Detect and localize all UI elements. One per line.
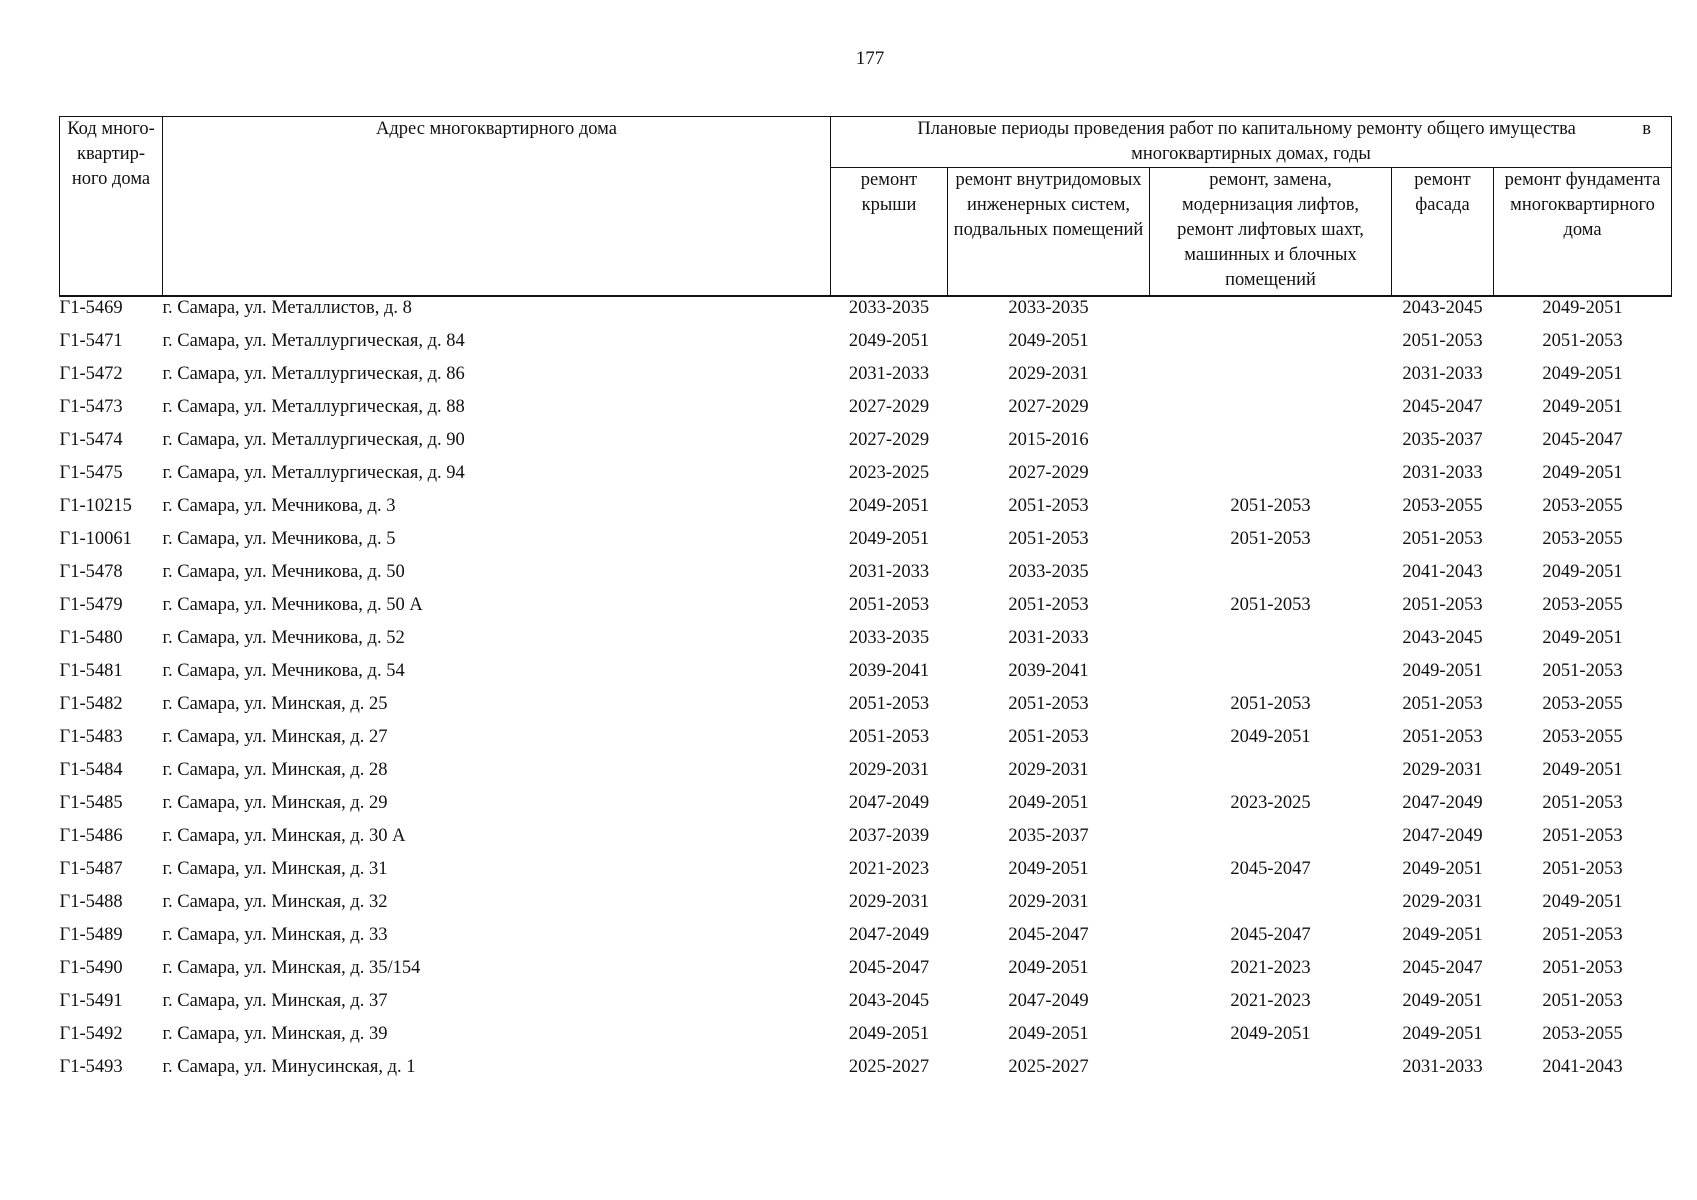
header-facade: ремонт фасада xyxy=(1392,168,1494,297)
cell-lifts xyxy=(1150,330,1392,363)
cell-code: Г1-5479 xyxy=(59,595,123,615)
cell-facade: 2051-2053 xyxy=(1402,727,1483,747)
cell-address: г. Самара, ул. Минская, д. 32 xyxy=(162,892,388,912)
table-row xyxy=(60,957,1672,990)
cell-systems: 2049-2051 xyxy=(1008,1024,1089,1044)
table-row xyxy=(60,594,1672,627)
cell-foundation: 2053-2055 xyxy=(1542,727,1623,747)
table-row xyxy=(60,759,1672,792)
cell-code: Г1-5472 xyxy=(59,364,123,384)
cell-lifts: 2051-2053 xyxy=(1230,595,1311,615)
cell-foundation: 2051-2053 xyxy=(1542,991,1623,1011)
cell-systems: 2049-2051 xyxy=(1008,793,1089,813)
cell-address: г. Самара, ул. Минская, д. 39 xyxy=(162,1024,388,1044)
cell-foundation: 2051-2053 xyxy=(1542,661,1623,681)
cell-foundation: 2049-2051 xyxy=(1542,562,1623,582)
cell-foundation: 2049-2051 xyxy=(1542,364,1623,384)
cell-roof: 2023-2025 xyxy=(848,463,930,483)
cell-address: г. Самара, ул. Металлургическая, д. 90 xyxy=(162,430,465,450)
cell-lifts xyxy=(1150,396,1392,429)
table-row xyxy=(60,363,1672,396)
cell-facade: 2031-2033 xyxy=(1402,1057,1483,1077)
cell-address: г. Самара, ул. Минская, д. 27 xyxy=(162,727,388,747)
cell-address: г. Самара, ул. Мечникова, д. 3 xyxy=(162,496,396,516)
cell-lifts: 2051-2053 xyxy=(1230,694,1311,714)
cell-roof: 2039-2041 xyxy=(848,661,930,681)
cell-roof: 2029-2031 xyxy=(848,760,930,780)
cell-code: Г1-5469 xyxy=(59,298,123,318)
table-row xyxy=(60,462,1672,495)
cell-lifts: 2045-2047 xyxy=(1230,859,1311,879)
table-row xyxy=(60,792,1672,825)
cell-facade: 2047-2049 xyxy=(1402,826,1483,846)
header-planned-periods xyxy=(831,117,1672,168)
cell-facade: 2049-2051 xyxy=(1402,859,1483,879)
header-planned-periods-line2: многоквартирных домах, годы xyxy=(1131,144,1371,164)
cell-foundation: 2051-2053 xyxy=(1542,925,1623,945)
cell-facade: 2049-2051 xyxy=(1402,661,1483,681)
cell-code: Г1-5481 xyxy=(59,661,123,681)
cell-foundation: 2053-2055 xyxy=(1542,529,1623,549)
cell-systems: 2033-2035 xyxy=(1008,298,1089,318)
cell-address: г. Самара, ул. Мечникова, д. 52 xyxy=(162,628,405,648)
cell-roof: 2031-2033 xyxy=(848,562,930,582)
cell-roof: 2021-2023 xyxy=(848,859,930,879)
cell-code: Г1-5486 xyxy=(59,826,123,846)
cell-foundation: 2051-2053 xyxy=(1542,958,1623,978)
cell-address: г. Самара, ул. Минская, д. 30 А xyxy=(162,826,406,846)
cell-systems: 2029-2031 xyxy=(1008,892,1089,912)
cell-address: г. Самара, ул. Минская, д. 33 xyxy=(162,925,388,945)
cell-facade: 2035-2037 xyxy=(1402,430,1483,450)
cell-address: г. Самара, ул. Металлургическая, д. 86 xyxy=(162,364,465,384)
header-planned-periods-tail: в xyxy=(1642,119,1652,139)
cell-lifts: 2051-2053 xyxy=(1230,529,1311,549)
cell-lifts xyxy=(1150,296,1392,330)
table-row xyxy=(60,858,1672,891)
cell-facade: 2053-2055 xyxy=(1402,496,1483,516)
cell-foundation: 2053-2055 xyxy=(1542,595,1623,615)
cell-lifts xyxy=(1150,462,1392,495)
cell-code: Г1-5474 xyxy=(59,430,123,450)
cell-facade: 2049-2051 xyxy=(1402,1024,1483,1044)
cell-code: Г1-5491 xyxy=(59,991,123,1011)
cell-address: г. Самара, ул. Металлургическая, д. 94 xyxy=(162,463,465,483)
table-row xyxy=(60,990,1672,1023)
cell-systems: 2051-2053 xyxy=(1008,727,1089,747)
cell-code: Г1-5488 xyxy=(59,892,123,912)
cell-code: Г1-5478 xyxy=(59,562,123,582)
cell-facade: 2051-2053 xyxy=(1402,529,1483,549)
cell-code: Г1-5483 xyxy=(59,727,123,747)
cell-facade: 2043-2045 xyxy=(1402,298,1483,318)
cell-facade: 2031-2033 xyxy=(1402,364,1483,384)
cell-address: г. Самара, ул. Минская, д. 25 xyxy=(162,694,388,714)
cell-code: Г1-5484 xyxy=(59,760,123,780)
cell-roof: 2049-2051 xyxy=(848,331,930,351)
cell-facade: 2047-2049 xyxy=(1402,793,1483,813)
cell-address: г. Самара, ул. Мечникова, д. 5 xyxy=(162,529,396,549)
cell-systems: 2047-2049 xyxy=(1008,991,1089,1011)
cell-address: г. Самара, ул. Минская, д. 28 xyxy=(162,760,388,780)
cell-facade: 2045-2047 xyxy=(1402,958,1483,978)
cell-code: Г1-5489 xyxy=(59,925,123,945)
cell-foundation: 2053-2055 xyxy=(1542,496,1623,516)
cell-systems: 2051-2053 xyxy=(1008,529,1089,549)
cell-systems: 2051-2053 xyxy=(1008,694,1089,714)
table-row xyxy=(60,396,1672,429)
cell-address: г. Самара, ул. Минская, д. 37 xyxy=(162,991,388,1011)
table-row xyxy=(60,429,1672,462)
cell-roof: 2033-2035 xyxy=(848,628,930,648)
cell-foundation: 2051-2053 xyxy=(1542,331,1623,351)
cell-foundation: 2049-2051 xyxy=(1542,892,1623,912)
cell-foundation: 2051-2053 xyxy=(1542,859,1623,879)
cell-facade: 2051-2053 xyxy=(1402,595,1483,615)
cell-roof: 2047-2049 xyxy=(848,925,930,945)
table-row xyxy=(60,825,1672,858)
cell-code: Г1-5475 xyxy=(59,463,123,483)
cell-address: г. Самара, ул. Минская, д. 35/154 xyxy=(162,958,421,978)
cell-facade: 2049-2051 xyxy=(1402,925,1483,945)
cell-systems: 2033-2035 xyxy=(1008,562,1089,582)
cell-lifts xyxy=(1150,363,1392,396)
page-number: 177 xyxy=(855,48,885,69)
cell-systems: 2051-2053 xyxy=(1008,595,1089,615)
cell-roof: 2047-2049 xyxy=(848,793,930,813)
cell-facade: 2029-2031 xyxy=(1402,892,1483,912)
cell-facade: 2045-2047 xyxy=(1402,397,1483,417)
cell-roof: 2049-2051 xyxy=(848,1024,930,1044)
cell-address: г. Самара, ул. Мечникова, д. 50 А xyxy=(162,595,423,615)
cell-roof: 2043-2045 xyxy=(848,991,930,1011)
cell-roof: 2051-2053 xyxy=(848,595,930,615)
cell-lifts: 2049-2051 xyxy=(1230,727,1311,747)
header-planned-periods-line1: Плановые периоды проведения работ по капитальному ремонту общего имущества xyxy=(917,119,1576,139)
cell-roof: 2045-2047 xyxy=(848,958,930,978)
cell-roof: 2051-2053 xyxy=(848,694,930,714)
cell-lifts: 2051-2053 xyxy=(1230,496,1311,516)
cell-code: Г1-10061 xyxy=(59,529,132,549)
cell-code: Г1-5485 xyxy=(59,793,123,813)
cell-systems: 2039-2041 xyxy=(1008,661,1089,681)
cell-foundation: 2049-2051 xyxy=(1542,397,1623,417)
cell-foundation: 2049-2051 xyxy=(1542,463,1623,483)
cell-roof: 2033-2035 xyxy=(848,298,930,318)
cell-foundation: 2053-2055 xyxy=(1542,694,1623,714)
table-row xyxy=(60,627,1672,660)
table-row xyxy=(60,726,1672,759)
cell-lifts xyxy=(1150,627,1392,660)
cell-foundation: 2051-2053 xyxy=(1542,793,1623,813)
cell-systems: 2049-2051 xyxy=(1008,331,1089,351)
capital-repair-plan-table xyxy=(59,116,1672,1089)
cell-code: Г1-5471 xyxy=(59,331,123,351)
table-row xyxy=(60,1023,1672,1056)
cell-roof: 2049-2051 xyxy=(848,496,930,516)
cell-systems: 2049-2051 xyxy=(1008,859,1089,879)
header-lifts: ремонт, замена, модернизация лифтов, ремонт лифтовых шахт, машинных и блочных помещений xyxy=(1150,168,1392,297)
cell-systems: 2027-2029 xyxy=(1008,463,1089,483)
cell-lifts xyxy=(1150,1056,1392,1089)
cell-code: Г1-5480 xyxy=(59,628,123,648)
cell-facade: 2041-2043 xyxy=(1402,562,1483,582)
cell-roof: 2049-2051 xyxy=(848,529,930,549)
cell-facade: 2051-2053 xyxy=(1402,331,1483,351)
cell-foundation: 2053-2055 xyxy=(1542,1024,1623,1044)
cell-address: г. Самара, ул. Металлургическая, д. 84 xyxy=(162,331,465,351)
cell-code: Г1-5492 xyxy=(59,1024,123,1044)
cell-foundation: 2045-2047 xyxy=(1542,430,1623,450)
table-row xyxy=(60,495,1672,528)
table-header xyxy=(60,117,1672,297)
cell-foundation: 2049-2051 xyxy=(1542,760,1623,780)
cell-lifts: 2023-2025 xyxy=(1230,793,1311,813)
cell-foundation: 2041-2043 xyxy=(1542,1057,1623,1077)
cell-facade: 2029-2031 xyxy=(1402,760,1483,780)
cell-code: Г1-5493 xyxy=(59,1057,123,1077)
cell-lifts: 2045-2047 xyxy=(1230,925,1311,945)
header-code: Код много-квартир-ного дома xyxy=(60,117,163,297)
cell-systems: 2031-2033 xyxy=(1008,628,1089,648)
table-row xyxy=(60,296,1672,330)
cell-lifts: 2049-2051 xyxy=(1230,1024,1311,1044)
cell-systems: 2051-2053 xyxy=(1008,496,1089,516)
cell-code: Г1-5473 xyxy=(59,397,123,417)
cell-facade: 2051-2053 xyxy=(1402,694,1483,714)
cell-address: г. Самара, ул. Металлургическая, д. 88 xyxy=(162,397,465,417)
cell-lifts: 2021-2023 xyxy=(1230,991,1311,1011)
table-row xyxy=(60,561,1672,594)
cell-systems: 2049-2051 xyxy=(1008,958,1089,978)
table-body xyxy=(60,296,1672,1089)
cell-systems: 2025-2027 xyxy=(1008,1057,1089,1077)
cell-lifts xyxy=(1150,561,1392,594)
header-systems: ремонт внутридомовых инженерных систем, подвальных помещений xyxy=(948,168,1150,297)
cell-systems: 2045-2047 xyxy=(1008,925,1089,945)
cell-roof: 2027-2029 xyxy=(848,430,930,450)
cell-lifts xyxy=(1150,429,1392,462)
cell-roof: 2031-2033 xyxy=(848,364,930,384)
cell-address: г. Самара, ул. Минская, д. 31 xyxy=(162,859,388,879)
cell-roof: 2029-2031 xyxy=(848,892,930,912)
cell-roof: 2025-2027 xyxy=(848,1057,930,1077)
header-foundation: ремонт фундамента многоквартирного дома xyxy=(1494,168,1672,297)
cell-foundation: 2049-2051 xyxy=(1542,628,1623,648)
cell-address: г. Самара, ул. Минусинская, д. 1 xyxy=(162,1057,416,1077)
cell-systems: 2035-2037 xyxy=(1008,826,1089,846)
cell-address: г. Самара, ул. Мечникова, д. 54 xyxy=(162,661,405,681)
cell-lifts xyxy=(1150,660,1392,693)
cell-facade: 2049-2051 xyxy=(1402,991,1483,1011)
header-roof: ремонт крыши xyxy=(831,168,948,297)
cell-code: Г1-5482 xyxy=(59,694,123,714)
table-row xyxy=(60,693,1672,726)
cell-address: г. Самара, ул. Металлистов, д. 8 xyxy=(162,298,412,318)
table-row xyxy=(60,660,1672,693)
cell-code: Г1-10215 xyxy=(59,496,132,516)
cell-lifts xyxy=(1150,891,1392,924)
cell-systems: 2015-2016 xyxy=(1008,430,1089,450)
cell-address: г. Самара, ул. Мечникова, д. 50 xyxy=(162,562,405,582)
header-address: Адрес многоквартирного дома xyxy=(163,117,831,297)
cell-lifts: 2021-2023 xyxy=(1230,958,1311,978)
cell-systems: 2029-2031 xyxy=(1008,760,1089,780)
cell-foundation: 2049-2051 xyxy=(1542,298,1623,318)
cell-systems: 2029-2031 xyxy=(1008,364,1089,384)
table-row xyxy=(60,330,1672,363)
cell-roof: 2027-2029 xyxy=(848,397,930,417)
cell-code: Г1-5487 xyxy=(59,859,123,879)
cell-lifts xyxy=(1150,759,1392,792)
cell-systems: 2027-2029 xyxy=(1008,397,1089,417)
table-row xyxy=(60,924,1672,957)
cell-facade: 2043-2045 xyxy=(1402,628,1483,648)
table-row xyxy=(60,891,1672,924)
cell-lifts xyxy=(1150,825,1392,858)
table-row xyxy=(60,528,1672,561)
cell-code: Г1-5490 xyxy=(59,958,123,978)
table-row xyxy=(60,1056,1672,1089)
cell-foundation: 2051-2053 xyxy=(1542,826,1623,846)
cell-roof: 2051-2053 xyxy=(848,727,930,747)
cell-roof: 2037-2039 xyxy=(848,826,930,846)
cell-facade: 2031-2033 xyxy=(1402,463,1483,483)
cell-address: г. Самара, ул. Минская, д. 29 xyxy=(162,793,388,813)
